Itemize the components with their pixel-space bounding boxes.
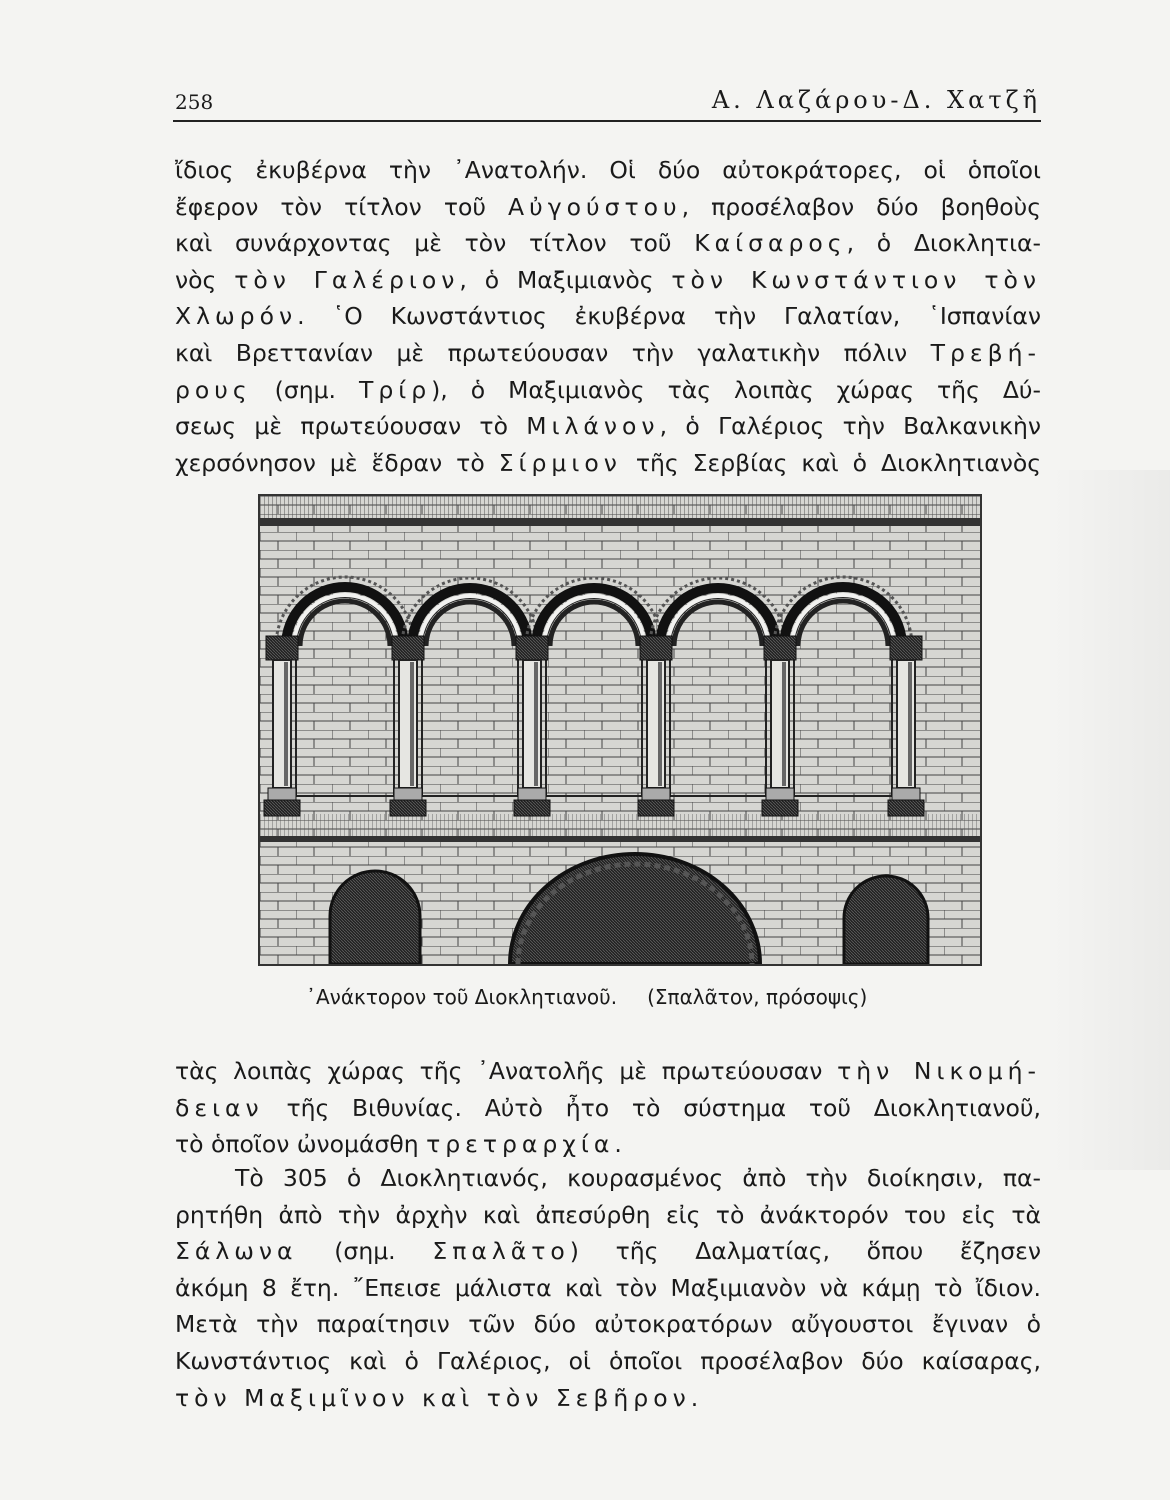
text-run: νὸς [175, 265, 235, 294]
text-run: , ὁ Διοκλητια- [846, 229, 1041, 258]
column-base [518, 788, 546, 800]
arcade [264, 577, 924, 816]
text-run: ) τῆς Δαλματίας, ὅπου ἔζησεν [569, 1237, 1041, 1266]
spaced-term: τρετραρχία [426, 1130, 615, 1159]
page-number: 258 [175, 90, 214, 114]
text-run: χερσόνησον μὲ ἕδραν τὸ [175, 448, 499, 477]
column-capital [392, 636, 424, 660]
text-line [175, 1197, 1041, 1234]
text-line [175, 1053, 1041, 1090]
column-base [394, 788, 422, 800]
figure-caption [306, 985, 867, 1009]
column-shaft [273, 660, 291, 788]
palace-engraving [258, 494, 982, 966]
column-corbel [390, 800, 426, 816]
text-line [175, 298, 1041, 335]
column-shaft [399, 660, 417, 788]
text-run: Κωνστάντιος καὶ ὁ Γαλέριος, οἱ ὁποῖοι προσέλαβον δύο καίσαρας, [175, 1346, 1041, 1375]
text-run: σεως μὲ πρωτεύουσαν τὸ [175, 412, 527, 441]
running-head: Α. Λαζάρου-Δ. Χατζῆ [711, 86, 1041, 114]
text-run: Μετὰ τὴν παραίτησιν τῶν δύο αὐτοκρατόρων αὔγουστοι ἔγιναν ὁ [175, 1310, 1041, 1339]
column-base [766, 788, 794, 800]
niche [794, 597, 892, 796]
spaced-term: Αὐγούστου [508, 192, 682, 221]
text-run: καὶ Βρεττανίαν μὲ πρωτεύουσαν τὴν γαλατικὴν πόλιν [175, 338, 931, 367]
text-line [175, 1380, 1041, 1417]
lower-arch [844, 876, 928, 964]
niche [422, 598, 518, 796]
column-shaft [771, 660, 789, 788]
text-run: , ὁ Γαλέριος τὴν Βαλκανικὴν [659, 412, 1041, 441]
text-run: καὶ συνάρχοντας μὲ τὸν τίτλον τοῦ [175, 229, 695, 258]
text-run: ἴδιος ἐκυβέρνα τὴν ᾿Ανατολήν. Οἱ δύο αὐτοκράτορες, οἱ ὁποῖοι [175, 156, 1041, 184]
text-line [175, 225, 1041, 262]
text-run: (σημ. [297, 1237, 433, 1266]
text-line [175, 1233, 1041, 1270]
spaced-term: τὸν Γαλέριον [234, 265, 460, 294]
text-run: τῆς Βιθυνίας. Αὐτὸ ἦτο τὸ σύστημα τοῦ Διοκλητιανοῦ, [263, 1093, 1041, 1122]
text-run: . [690, 1383, 699, 1412]
niche [546, 598, 642, 796]
column-base [892, 788, 920, 800]
text-run: ἀκόμη 8 ἔτη. ῎Επεισε μάλιστα καὶ τὸν Μαξιμιανὸν νὰ κάμῃ τὸ ἴδιον. [175, 1273, 1041, 1302]
text-run: ρητήθη ἀπὸ τὴν ἀρχὴν καὶ ἀπεσύρθη εἰς τὸ ἀνάκτορόν του εἰς τὰ [175, 1200, 1041, 1229]
column-capital [516, 636, 548, 660]
text-line [175, 335, 1041, 372]
spaced-term: Χλωρόν [175, 302, 298, 331]
spaced-term: Σάλωνα [175, 1237, 298, 1266]
spaced-term: Σπαλᾶτο [432, 1237, 570, 1266]
column-capital [764, 636, 796, 660]
column-corbel [514, 800, 550, 816]
column-corbel [888, 800, 924, 816]
column-capital [266, 636, 298, 660]
spaced-term: τὸν Μαξιμῖνον καὶ τὸν Σεβῆρον [175, 1383, 691, 1412]
column-capital [890, 636, 922, 660]
text-line [175, 1343, 1041, 1380]
spaced-term: τὸν Κωνστάντιον τὸν [671, 265, 1041, 294]
paragraph-1 [175, 152, 1041, 481]
text-run: (σημ. [251, 375, 359, 404]
spaced-term: Μιλάνον [526, 412, 660, 441]
scan-shadow [1050, 470, 1170, 1170]
engraving-image [260, 496, 980, 964]
column-shaft [897, 660, 915, 788]
text-run: τῆς Σερβίας καὶ ὁ Διοκλητιανὸς [621, 448, 1042, 477]
column-corbel [264, 800, 300, 816]
column-shaft [647, 660, 665, 788]
spaced-term: ρους [175, 375, 252, 404]
column-capital [640, 636, 672, 660]
spaced-term: Καίσαρος [694, 229, 847, 258]
text-line [175, 1306, 1041, 1343]
spaced-term: Τρεβή- [930, 338, 1041, 367]
spaced-term: Σίρμιον [498, 448, 622, 477]
lower-arch [330, 871, 420, 964]
caption-paren: (Σπαλᾶτον, πρόσοψις) [647, 985, 868, 1009]
niche [296, 597, 394, 796]
text-line [175, 1126, 1041, 1163]
text-run: τὸ ὁποῖον ὠνομάσθη [175, 1130, 427, 1159]
text-line [175, 445, 1041, 482]
column-base [268, 788, 296, 800]
text-run: , ὁ Μαξιμιανὸς [459, 265, 672, 294]
text-run: . ῾Ο Κωνστάντιος ἐκυβέρνα τὴν Γαλατίαν, ῾Ισπανίαν [297, 302, 1041, 331]
paragraph-3 [175, 1160, 1041, 1416]
column-shaft [523, 660, 541, 788]
text-line [175, 372, 1041, 409]
text-run: ), ὁ Μαξιμιανὸς τὰς λοιπὰς χώρας τῆς Δύ- [431, 375, 1041, 404]
text-run: τὰς λοιπὰς χώρας τῆς ᾿Ανατολῆς μὲ πρωτεύουσαν [175, 1057, 838, 1085]
text-line [175, 152, 1041, 189]
niche [670, 598, 766, 796]
text-line [175, 1160, 1041, 1197]
column-corbel [762, 800, 798, 816]
page-header [173, 84, 1041, 122]
text-line [175, 408, 1041, 445]
column-base [642, 788, 670, 800]
text-line [175, 262, 1041, 299]
text-run: ἔφερον τὸν τίτλον τοῦ [175, 192, 509, 221]
text-run: . [614, 1130, 622, 1159]
paragraph-2 [175, 1053, 1041, 1163]
text-line [175, 189, 1041, 226]
spaced-term: Τρίρ [359, 375, 432, 404]
text-run: Τὸ 305 ὁ Διοκλητιανός, κουρασμένος ἀπὸ τὴν διοίκησιν, πα- [235, 1164, 1041, 1192]
column-corbel [638, 800, 674, 816]
text-line [175, 1090, 1041, 1127]
spaced-term: δειαν [175, 1093, 264, 1122]
text-run: , προσέλαβον δύο βοηθοὺς [681, 192, 1041, 221]
spaced-term: τὴν Νικομή- [837, 1057, 1041, 1085]
caption-main: ᾿Ανάκτορον τοῦ Διοκλητιανοῦ. [306, 985, 618, 1009]
text-line [175, 1270, 1041, 1307]
